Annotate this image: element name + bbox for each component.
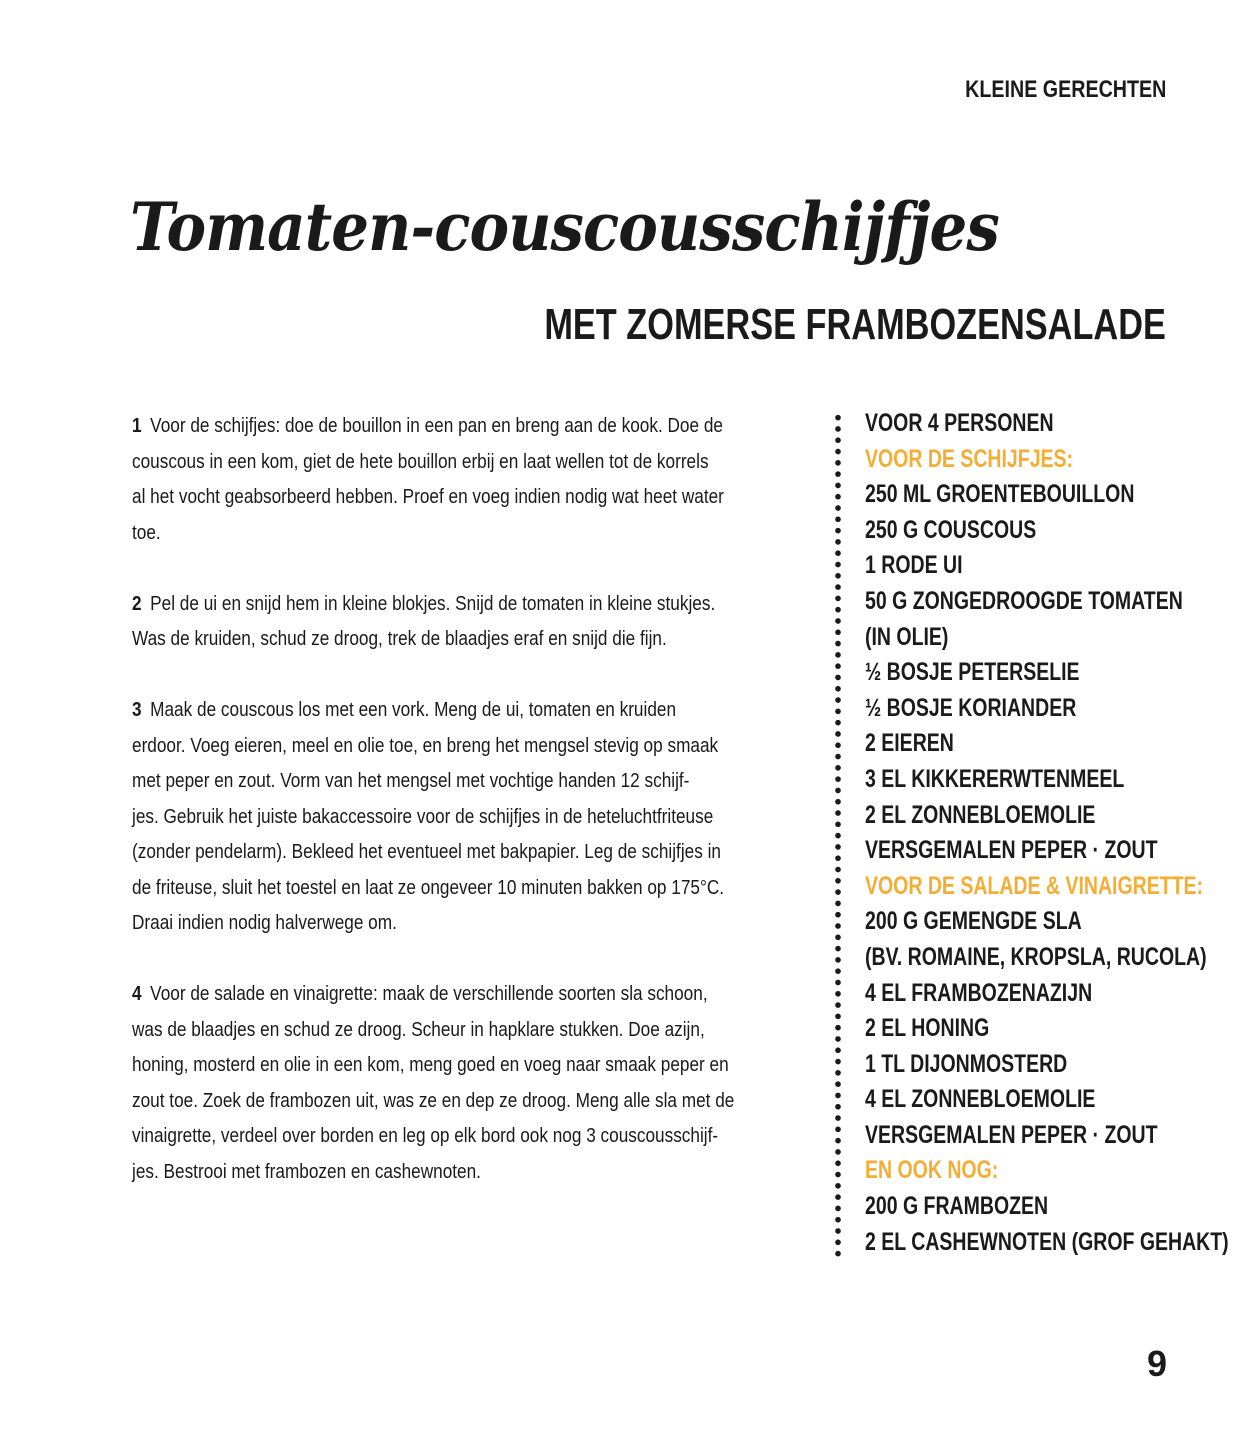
recipe-subtitle: MET ZOMERSE FRAMBOZENSALADE — [544, 300, 1166, 349]
step-line: Draai indien nodig halverwege om. — [132, 912, 397, 934]
step-line — [132, 693, 768, 729]
section-label: KLEINE GERECHTEN — [964, 76, 1166, 103]
step-text: Pel de ui en snijd hem in kleine blokjes. Snijd de tomaten in kleine stukjes. — [150, 592, 716, 615]
ingredient-item: 3 EL KIKKERERWTENMEEL — [865, 764, 1125, 793]
ingredient-group-heading: VOOR DE SCHIJFJES: — [865, 444, 1074, 473]
ingredient-group-heading: VOOR DE SALADE & VINAIGRETTE: — [865, 871, 1204, 900]
step-text: Voor de schijfjes: doe de bouillon in een pan en breng aan de kook. Doe de — [150, 415, 723, 437]
step-line: jes. Gebruik het juiste bakaccessoire voor de schijfjes in de heteluchtfriteuse — [132, 805, 714, 828]
ingredient-item: VERSGEMALEN PEPER · ZOUT — [865, 1120, 1158, 1149]
step-line: met peper en zout. Vorm van het mengsel met vochtige handen 12 schijf- — [132, 770, 690, 792]
step-line: vinaigrette, verdeel over borden en leg op elk bord ook nog 3 couscousschijf- — [132, 1125, 719, 1147]
ingredient-list — [865, 406, 1229, 1260]
ingredient-group-heading: EN OOK NOG: — [865, 1156, 999, 1185]
ingredient-item: 200 G GEMENGDE SLA — [865, 907, 1082, 936]
step-line: erdoor. Voeg eieren, meel en olie toe, en breng het mengsel stevig op smaak — [132, 734, 719, 757]
ingredient-item: ½ BOSJE KORIANDER — [865, 693, 1077, 722]
step-line: toe. — [132, 521, 161, 544]
step-line: was de blaadjes en schud ze droog. Scheur in hapklare stukken. Doe azijn, — [132, 1018, 705, 1041]
step-2 — [132, 587, 768, 658]
ingredient-item: (BV. ROMAINE, KROPSLA, RUCOLA) — [865, 942, 1207, 971]
step-line: couscous in een kom, giet de hete bouillon erbij en laat wellen tot de korrels — [132, 450, 709, 473]
ingredient-item: 4 EL ZONNEBLOEMOLIE — [865, 1085, 1096, 1114]
step-1 — [132, 409, 768, 551]
step-line: jes. Bestrooi met frambozen en cashewnoten. — [132, 1160, 481, 1183]
page-number: 9 — [1146, 1343, 1167, 1384]
ingredient-item: (IN OLIE) — [865, 622, 949, 651]
ingredient-item: 1 TL DIJONMOSTERD — [865, 1049, 1068, 1078]
ingredient-item: 1 RODE UI — [865, 551, 963, 580]
step-line — [132, 977, 768, 1013]
ingredient-item: 250 G COUSCOUS — [865, 515, 1037, 544]
ingredient-item: ½ BOSJE PETERSELIE — [865, 658, 1080, 687]
ingredient-item: 50 G ZONGEDROOGDE TOMATEN — [865, 586, 1183, 615]
ingredient-item: 4 EL FRAMBOZENAZIJN — [865, 978, 1093, 1007]
step-text: Voor de salade en vinaigrette: maak de verschillende soorten sla schoon, — [150, 983, 708, 1005]
step-number: 2 — [132, 592, 142, 615]
step-number: 3 — [132, 699, 142, 721]
recipe-title: Tomaten-couscousschijfjes — [130, 188, 999, 266]
dotted-divider — [834, 412, 842, 1262]
step-line — [132, 409, 768, 445]
step-number: 4 — [132, 983, 142, 1005]
step-line: (zonder pendelarm). Bekleed het eventueel met bakpapier. Leg de schijfjes in — [132, 841, 721, 863]
ingredient-item: 200 G FRAMBOZEN — [865, 1192, 1049, 1221]
step-line: Was de kruiden, schud ze droog, trek de blaadjes eraf en snijd die fijn. — [132, 628, 667, 650]
step-number: 1 — [132, 415, 142, 437]
ingredient-item: 250 ML GROENTEBOUILLON — [865, 480, 1135, 509]
step-4 — [132, 977, 768, 1190]
step-line: de friteuse, sluit het toestel en laat ze ongeveer 10 minuten bakken op 175°C. — [132, 876, 725, 899]
ingredient-item: 2 EL CASHEWNOTEN (GROF GEHAKT) — [865, 1227, 1229, 1256]
step-line: honing, mosterd en olie in een kom, meng goed en voeg naar smaak peper en — [132, 1054, 729, 1076]
ingredient-item: VERSGEMALEN PEPER · ZOUT — [865, 836, 1158, 865]
ingredient-item: VOOR 4 PERSONEN — [865, 409, 1054, 437]
ingredient-item: 2 EIEREN — [865, 729, 954, 758]
step-3 — [132, 693, 768, 942]
step-line: al het vocht geabsorbeerd hebben. Proef en voeg indien nodig wat heet water — [132, 486, 724, 508]
preparation-steps — [132, 409, 792, 1226]
ingredient-item: 2 EL HONING — [865, 1014, 990, 1043]
step-line — [132, 587, 768, 623]
step-line: zout toe. Zoek de frambozen uit, was ze en dep ze droog. Meng alle sla met de — [132, 1089, 735, 1112]
step-text: Maak de couscous los met een vork. Meng de ui, tomaten en kruiden — [150, 699, 677, 721]
ingredient-item: 2 EL ZONNEBLOEMOLIE — [865, 800, 1096, 829]
